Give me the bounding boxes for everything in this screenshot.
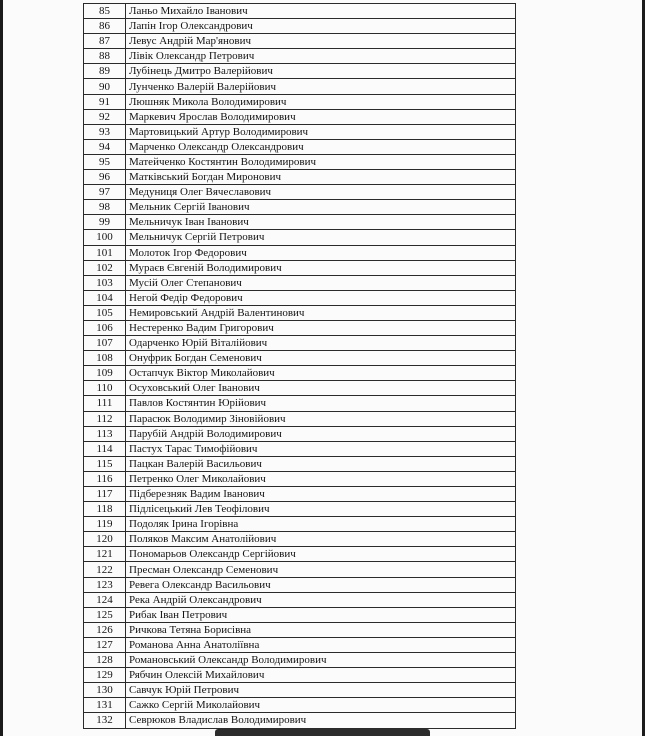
row-number: 118 <box>84 502 126 517</box>
row-number: 117 <box>84 487 126 502</box>
row-number: 91 <box>84 94 126 109</box>
table-row <box>84 562 516 577</box>
row-number: 122 <box>84 562 126 577</box>
person-name: Мельничук Іван Іванович <box>126 215 516 230</box>
row-number: 106 <box>84 320 126 335</box>
person-name: Молоток Ігор Федорович <box>126 245 516 260</box>
person-name: Пресман Олександр Семенович <box>126 562 516 577</box>
person-name: Лапін Ігор Олександрович <box>126 19 516 34</box>
row-number: 125 <box>84 607 126 622</box>
person-name: Романовський Олександр Володимирович <box>126 653 516 668</box>
table-row <box>84 441 516 456</box>
table-row <box>84 245 516 260</box>
table-row <box>84 426 516 441</box>
table-row <box>84 185 516 200</box>
row-number: 101 <box>84 245 126 260</box>
row-number: 114 <box>84 441 126 456</box>
table-row <box>84 154 516 169</box>
table-row <box>84 94 516 109</box>
table-row <box>84 577 516 592</box>
row-number: 88 <box>84 49 126 64</box>
row-number: 87 <box>84 34 126 49</box>
row-number: 121 <box>84 547 126 562</box>
table-row <box>84 139 516 154</box>
person-name: Подоляк Ірина Ігорівна <box>126 517 516 532</box>
person-name: Матківський Богдан Миронович <box>126 170 516 185</box>
person-name: Негой Федір Федорович <box>126 290 516 305</box>
row-number: 111 <box>84 396 126 411</box>
person-name: Левус Андрій Мар'янович <box>126 34 516 49</box>
person-name: Река Андрій Олександрович <box>126 592 516 607</box>
person-name: Пономарьов Олександр Сергійович <box>126 547 516 562</box>
table-row <box>84 607 516 622</box>
row-number: 90 <box>84 79 126 94</box>
table-row <box>84 471 516 486</box>
table-row <box>84 713 516 728</box>
table-row <box>84 49 516 64</box>
person-name: Мельничук Сергій Петрович <box>126 230 516 245</box>
table-row <box>84 320 516 335</box>
table-row <box>84 381 516 396</box>
person-name: Остапчук Віктор Миколайович <box>126 366 516 381</box>
person-name: Медуниця Олег Вячеславович <box>126 185 516 200</box>
person-name: Лубінець Дмитро Валерійович <box>126 64 516 79</box>
deputies-table <box>83 3 516 729</box>
person-name: Ревега Олександр Васильович <box>126 577 516 592</box>
row-number: 130 <box>84 683 126 698</box>
person-name: Парасюк Володимир Зіновійович <box>126 411 516 426</box>
table-row <box>84 411 516 426</box>
row-number: 116 <box>84 471 126 486</box>
row-number: 109 <box>84 366 126 381</box>
person-name: Романова Анна Анатоліївна <box>126 637 516 652</box>
row-number: 97 <box>84 185 126 200</box>
row-number: 96 <box>84 170 126 185</box>
person-name: Немировський Андрій Валентинович <box>126 305 516 320</box>
row-number: 110 <box>84 381 126 396</box>
table-row <box>84 698 516 713</box>
table-row <box>84 290 516 305</box>
row-number: 108 <box>84 351 126 366</box>
table-row <box>84 200 516 215</box>
table-row <box>84 64 516 79</box>
document-page <box>3 0 642 736</box>
row-number: 104 <box>84 290 126 305</box>
row-number: 119 <box>84 517 126 532</box>
row-number: 98 <box>84 200 126 215</box>
row-number: 132 <box>84 713 126 728</box>
table-row <box>84 366 516 381</box>
table-row <box>84 653 516 668</box>
row-number: 123 <box>84 577 126 592</box>
table-row <box>84 622 516 637</box>
row-number: 131 <box>84 698 126 713</box>
person-name: Рябчин Олексій Михайлович <box>126 668 516 683</box>
person-name: Павлов Костянтин Юрійович <box>126 396 516 411</box>
table-row <box>84 456 516 471</box>
person-name: Люшняк Микола Володимирович <box>126 94 516 109</box>
row-number: 127 <box>84 637 126 652</box>
row-number: 126 <box>84 622 126 637</box>
row-number: 86 <box>84 19 126 34</box>
person-name: Мартовицький Артур Володимирович <box>126 124 516 139</box>
person-name: Ричкова Тетяна Борисівна <box>126 622 516 637</box>
table-row <box>84 532 516 547</box>
person-name: Рибак Іван Петрович <box>126 607 516 622</box>
row-number: 128 <box>84 653 126 668</box>
person-name: Матейченко Костянтин Володимирович <box>126 154 516 169</box>
row-number: 107 <box>84 336 126 351</box>
person-name: Підберезняк Вадим Іванович <box>126 487 516 502</box>
table-row <box>84 305 516 320</box>
table-row <box>84 4 516 19</box>
table-body <box>84 4 516 729</box>
table-row <box>84 517 516 532</box>
table-row <box>84 230 516 245</box>
table-row <box>84 260 516 275</box>
row-number: 120 <box>84 532 126 547</box>
person-name: Пастух Тарас Тимофійович <box>126 441 516 456</box>
person-name: Маркевич Ярослав Володимирович <box>126 109 516 124</box>
row-number: 103 <box>84 275 126 290</box>
person-name: Мельник Сергій Іванович <box>126 200 516 215</box>
row-number: 93 <box>84 124 126 139</box>
table-row <box>84 502 516 517</box>
row-number: 85 <box>84 4 126 19</box>
person-name: Мусій Олег Степанович <box>126 275 516 290</box>
person-name: Севрюков Владислав Володимирович <box>126 713 516 728</box>
horizontal-scrollbar[interactable] <box>215 729 430 736</box>
row-number: 129 <box>84 668 126 683</box>
row-number: 105 <box>84 305 126 320</box>
person-name: Осуховський Олег Іванович <box>126 381 516 396</box>
table-row <box>84 275 516 290</box>
row-number: 99 <box>84 215 126 230</box>
table-row <box>84 170 516 185</box>
row-number: 89 <box>84 64 126 79</box>
row-number: 115 <box>84 456 126 471</box>
table-row <box>84 487 516 502</box>
person-name: Ланьо Михайло Іванович <box>126 4 516 19</box>
table-row <box>84 592 516 607</box>
table-row <box>84 668 516 683</box>
person-name: Лівік Олександр Петрович <box>126 49 516 64</box>
person-name: Підлісецький Лев Теофілович <box>126 502 516 517</box>
person-name: Петренко Олег Миколайович <box>126 471 516 486</box>
row-number: 124 <box>84 592 126 607</box>
table-row <box>84 215 516 230</box>
person-name: Поляков Максим Анатолійович <box>126 532 516 547</box>
person-name: Онуфрик Богдан Семенович <box>126 351 516 366</box>
person-name: Одарченко Юрій Віталійович <box>126 336 516 351</box>
table-row <box>84 19 516 34</box>
row-number: 95 <box>84 154 126 169</box>
row-number: 100 <box>84 230 126 245</box>
row-number: 92 <box>84 109 126 124</box>
person-name: Нестеренко Вадим Григорович <box>126 320 516 335</box>
table-row <box>84 637 516 652</box>
person-name: Сажко Сергій Миколайович <box>126 698 516 713</box>
row-number: 94 <box>84 139 126 154</box>
row-number: 113 <box>84 426 126 441</box>
person-name: Марченко Олександр Олександрович <box>126 139 516 154</box>
table-row <box>84 351 516 366</box>
table-row <box>84 109 516 124</box>
table-row <box>84 396 516 411</box>
table-row <box>84 336 516 351</box>
row-number: 112 <box>84 411 126 426</box>
row-number: 102 <box>84 260 126 275</box>
table-row <box>84 34 516 49</box>
table-row <box>84 124 516 139</box>
person-name: Пацкан Валерій Васильович <box>126 456 516 471</box>
person-name: Лунченко Валерій Валерійович <box>126 79 516 94</box>
table-row <box>84 683 516 698</box>
person-name: Парубій Андрій Володимирович <box>126 426 516 441</box>
person-name: Мураєв Євгеній Володимирович <box>126 260 516 275</box>
table-row <box>84 79 516 94</box>
person-name: Савчук Юрій Петрович <box>126 683 516 698</box>
table-row <box>84 547 516 562</box>
